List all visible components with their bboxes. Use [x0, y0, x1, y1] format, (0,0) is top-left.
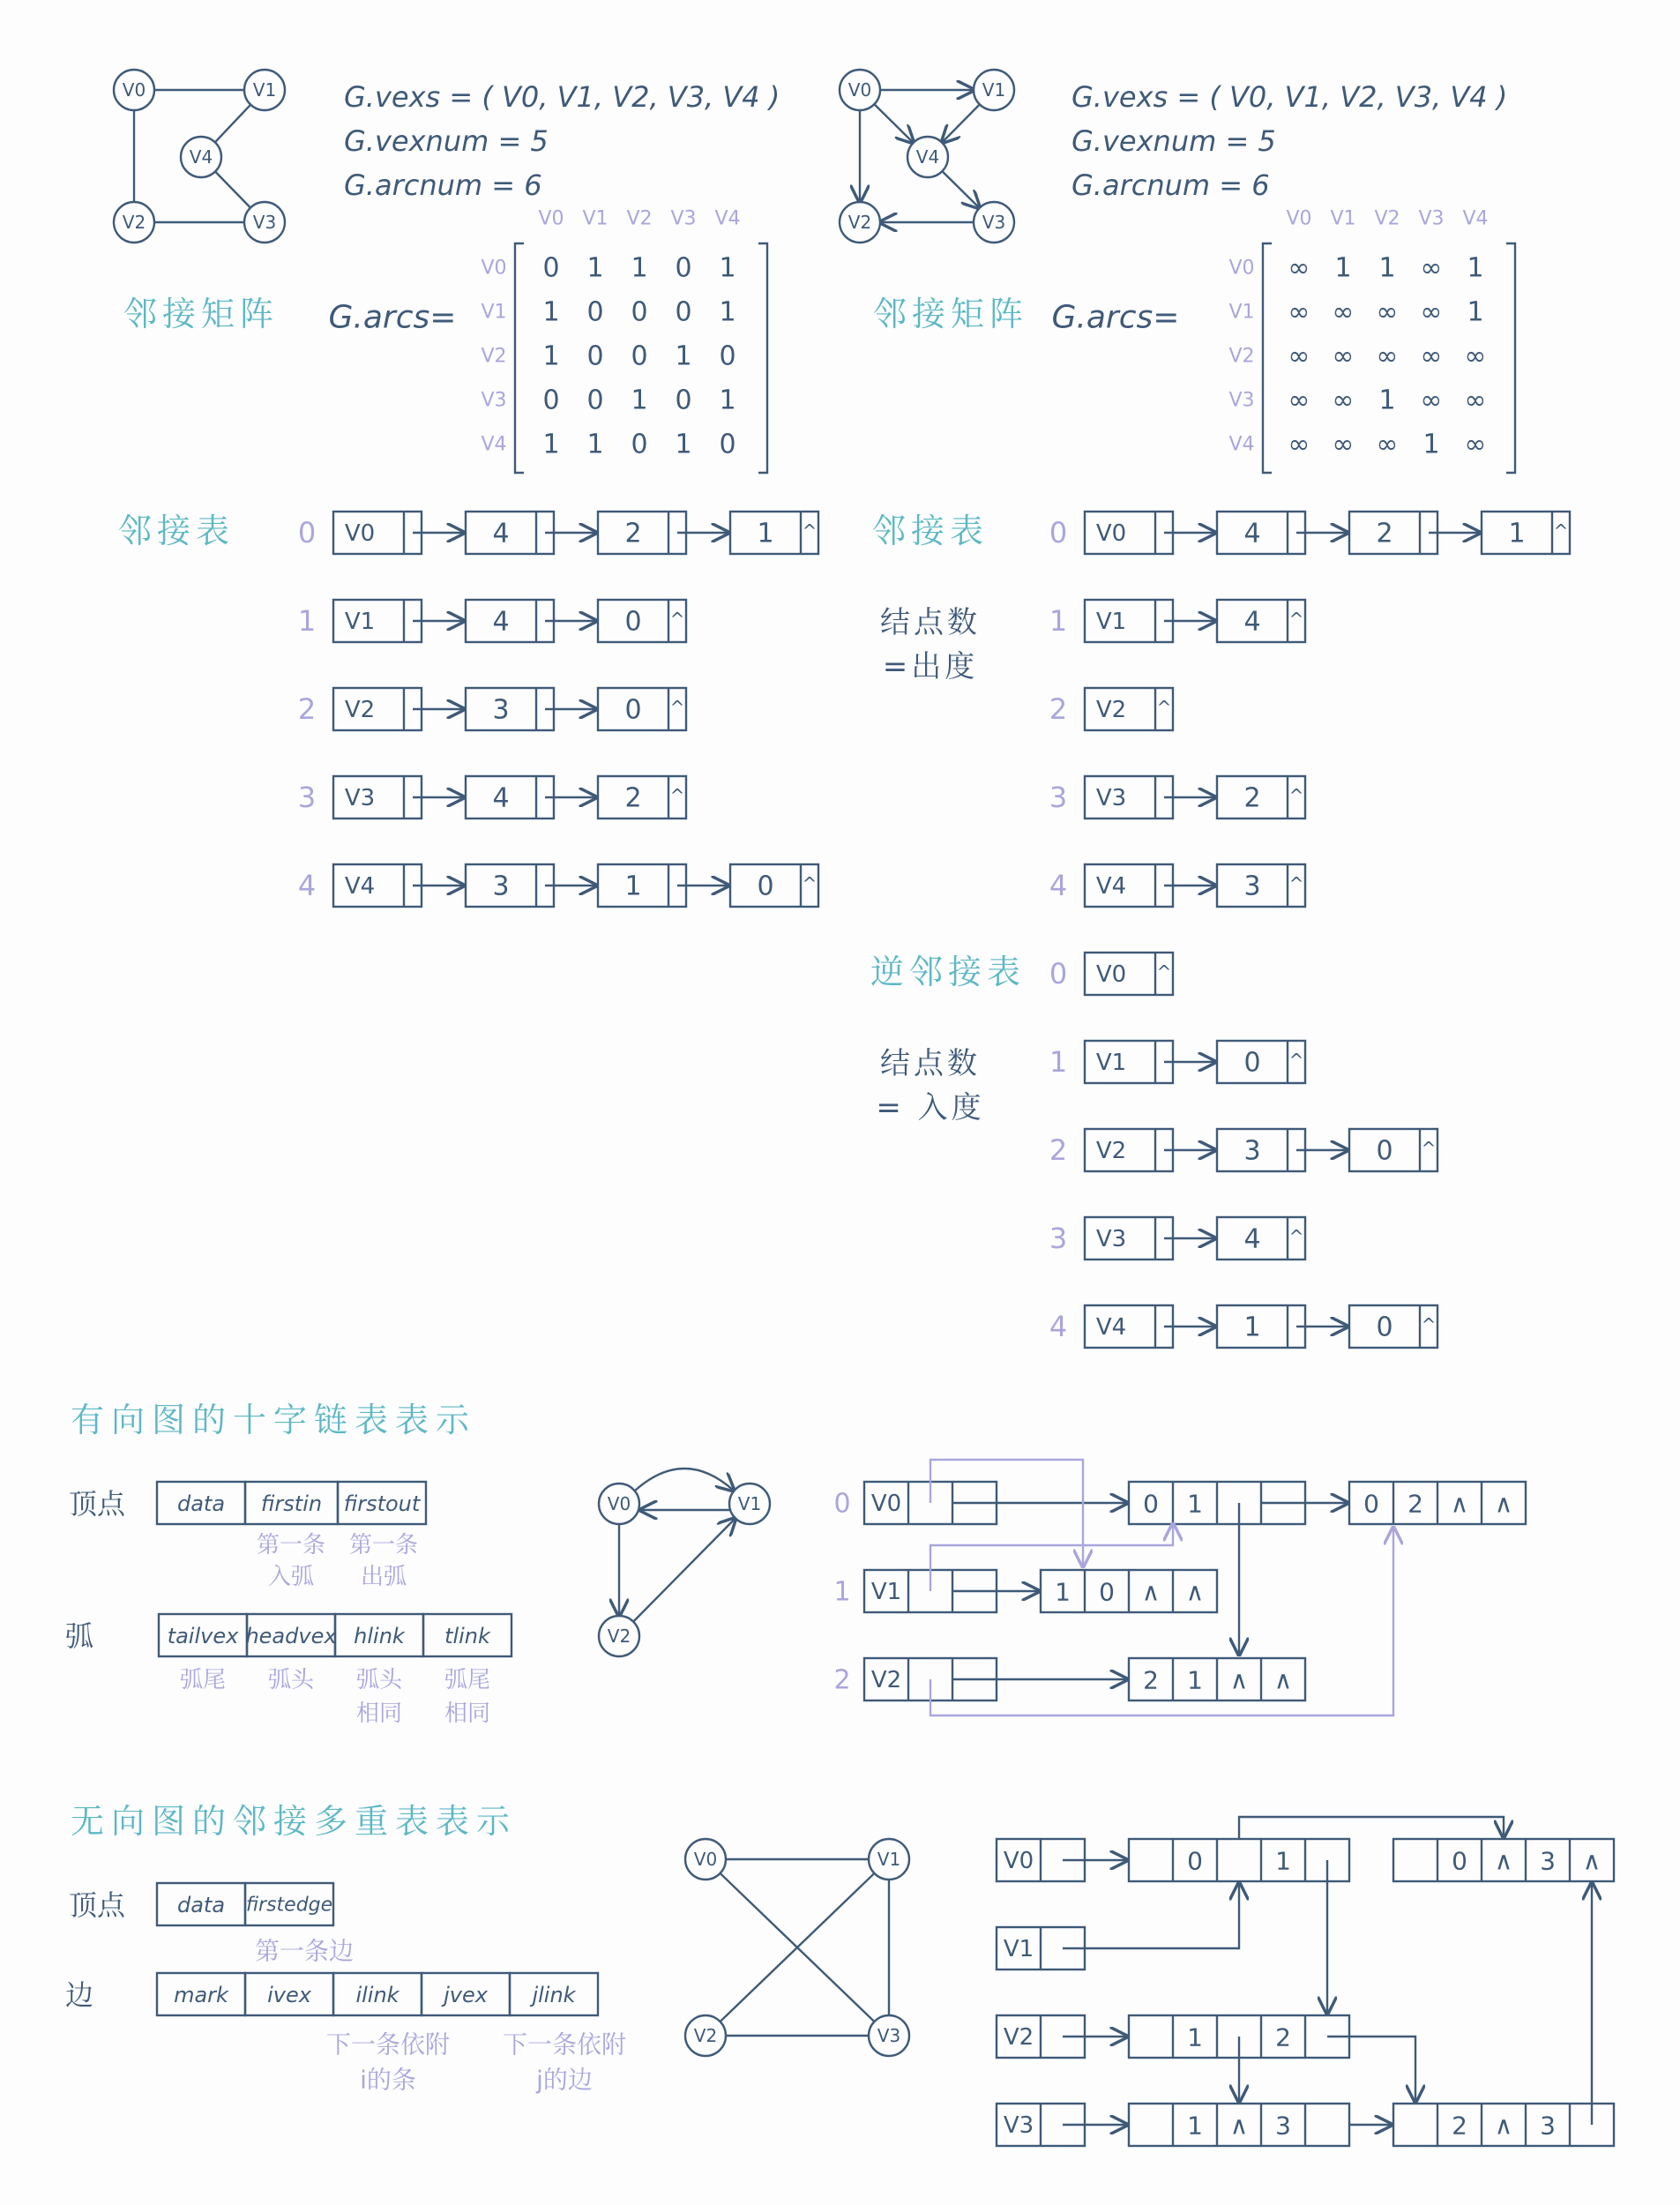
- row-index: 1: [1049, 1045, 1068, 1079]
- matrix-col-header: V4: [1462, 207, 1489, 230]
- field-note: 出弧: [360, 1564, 407, 1590]
- section-title: 逆邻接表: [870, 953, 1027, 991]
- matrix-cell: 0: [675, 296, 692, 328]
- field-note: 第一条: [256, 1532, 326, 1558]
- graph-info: G.vexs = ( V0, V1, V2, V3, V4 ): [1071, 80, 1508, 114]
- edge-node-value: 2: [1452, 2111, 1467, 2141]
- matrix-cell: ∞: [1332, 340, 1355, 372]
- field-name: jlink: [532, 1983, 576, 2007]
- matrix-col-header: V3: [670, 207, 697, 230]
- edge-node-value: 0: [1187, 1846, 1203, 1876]
- matrix-cell: 0: [631, 296, 648, 328]
- vertex-node-label: V0: [870, 1491, 902, 1517]
- adjacency-value: 1: [757, 518, 774, 549]
- arc-node-value: 0: [1143, 1489, 1159, 1519]
- section-title: 邻接矩阵: [872, 295, 1029, 333]
- adjacency-value: 0: [624, 606, 642, 638]
- field-name: mark: [174, 1983, 228, 2007]
- graph-arc: [635, 1469, 734, 1491]
- vertex-label: V3: [877, 2025, 901, 2046]
- edge-node-value: 1: [1187, 2111, 1203, 2141]
- vertex-label: V2: [693, 2025, 718, 2046]
- matrix-cell: 1: [631, 385, 648, 416]
- matrix-row-header: V2: [1228, 345, 1255, 368]
- edge-node-value: ∧: [1229, 2111, 1249, 2141]
- arc-node-value: 1: [1055, 1577, 1071, 1607]
- matrix-col-header: V4: [714, 207, 741, 230]
- edge-node-value: 3: [1275, 2111, 1291, 2141]
- matrix-cell: 1: [1467, 296, 1484, 328]
- graph-arc: [942, 171, 979, 208]
- section-title: 有向图的十字链表表示: [71, 1401, 477, 1439]
- adjacency-value: 4: [1243, 518, 1261, 549]
- matrix-cell: 1: [1378, 252, 1396, 284]
- matrix-cell: 1: [719, 385, 736, 416]
- vertex-node-label: V0: [344, 520, 376, 547]
- graph-info: G.arcnum = 6: [344, 168, 542, 202]
- matrix-cell: 1: [719, 296, 736, 328]
- arc-node-value: ∧: [1494, 1489, 1513, 1519]
- row-index: 0: [833, 1488, 851, 1520]
- note: 结点数: [880, 1046, 981, 1081]
- field-name: headvex: [245, 1624, 337, 1648]
- field-note: 弧尾: [444, 1667, 491, 1693]
- vertex-node-label: V4: [1095, 873, 1127, 900]
- graph-info: G.arcnum = 6: [1071, 168, 1270, 202]
- ilink-pointer: [1239, 1817, 1504, 1839]
- matrix-bracket-right: [758, 243, 767, 473]
- field-name: data: [176, 1893, 226, 1917]
- adjacency-value: 1: [1508, 518, 1526, 549]
- matrix-row-header: V1: [481, 301, 507, 324]
- vertex-label: V1: [982, 79, 1006, 101]
- vertex-node-label: V3: [1095, 785, 1127, 811]
- matrix-row-header: V0: [481, 257, 507, 280]
- adjacency-value: 0: [1376, 1312, 1393, 1343]
- vertex-node-label: V0: [1003, 1848, 1034, 1874]
- adjacency-node: [466, 688, 554, 730]
- note: =出度: [882, 649, 979, 684]
- section-title: 邻接表: [871, 512, 989, 550]
- matrix-cell: ∞: [1464, 340, 1487, 372]
- null-pointer: ^: [1553, 520, 1569, 542]
- matrix-cell: 1: [1422, 429, 1440, 460]
- adjacency-value: 4: [1243, 1223, 1261, 1255]
- matrix-cell: 1: [1467, 252, 1484, 284]
- matrix-cell: 1: [719, 252, 736, 284]
- matrix-cell: 0: [586, 296, 604, 328]
- field-name: ilink: [355, 1983, 399, 2007]
- adjacency-value: 4: [492, 518, 510, 549]
- matrix-bracket-left: [515, 243, 524, 473]
- matrix-bracket-left: [1263, 243, 1272, 473]
- adjacency-value: 2: [624, 518, 642, 549]
- graph-arc: [874, 104, 913, 143]
- field-name: firstedge: [245, 1894, 333, 1917]
- field-note: 入弧: [267, 1564, 315, 1590]
- edge-node-value: 3: [1540, 1846, 1556, 1876]
- edge-node-value: 2: [1275, 2022, 1291, 2052]
- adjacency-value: 3: [1243, 1135, 1261, 1167]
- matrix-row-header: V2: [481, 345, 507, 368]
- adjacency-value: 1: [624, 871, 642, 902]
- adjacency-value: 4: [492, 782, 510, 814]
- vertex-node-label: V0: [1095, 961, 1127, 988]
- graph-info: G.vexnum = 5: [344, 124, 549, 158]
- matrix-cell: 0: [542, 385, 560, 416]
- field-name: data: [176, 1491, 226, 1516]
- edge-node-value: 1: [1187, 2022, 1203, 2052]
- matrix-cell: ∞: [1464, 429, 1487, 460]
- matrix-cell: ∞: [1288, 385, 1310, 416]
- field-note: i的条: [360, 2065, 416, 2095]
- arc-node-value: 0: [1363, 1489, 1379, 1519]
- null-pointer: ^: [1288, 785, 1304, 806]
- vertex-label: V1: [877, 1849, 901, 1870]
- matrix-cell: ∞: [1376, 340, 1399, 372]
- field-name: tailvex: [167, 1624, 239, 1648]
- null-pointer: ^: [1421, 1314, 1437, 1335]
- adjacency-node: [1349, 512, 1437, 554]
- matrix-cell: ∞: [1288, 296, 1310, 328]
- matrix-cell: 1: [675, 429, 692, 460]
- field-note: 下一条依附: [502, 2029, 627, 2059]
- matrix-cell: 0: [719, 429, 736, 460]
- arc-node-value: 0: [1099, 1577, 1115, 1607]
- vertex-label: V1: [252, 79, 277, 101]
- vertex-label: V0: [607, 1493, 631, 1514]
- matrix-row-header: V0: [1228, 257, 1255, 280]
- vertex-label: V2: [122, 212, 146, 233]
- field-note: 相同: [444, 1700, 491, 1727]
- matrix-cell: ∞: [1376, 429, 1399, 460]
- arcs-label: G.arcs=: [328, 299, 457, 336]
- vertex-node-label: V2: [1095, 697, 1127, 723]
- firstin-pointer: [930, 1524, 1173, 1591]
- field-note: 相同: [355, 1700, 403, 1727]
- matrix-row-header: V3: [481, 389, 507, 412]
- matrix-cell: 0: [675, 385, 692, 416]
- field-note: 弧头: [355, 1667, 403, 1693]
- null-pointer: ^: [1288, 1050, 1304, 1071]
- note: 结点数: [880, 605, 981, 640]
- row-index: 1: [1049, 604, 1068, 638]
- arc-node-value: ∧: [1229, 1665, 1249, 1695]
- vertex-label: V1: [737, 1493, 762, 1514]
- matrix-bracket-right: [1506, 243, 1515, 473]
- vertex-node-label: V3: [1003, 2112, 1034, 2139]
- row-index: 1: [297, 604, 317, 638]
- field-name: ivex: [267, 1983, 311, 2007]
- matrix-cell: ∞: [1420, 296, 1443, 328]
- vertex-label: V2: [607, 1626, 631, 1647]
- edge-node-value: 1: [1275, 1846, 1291, 1876]
- field-note: j的边: [536, 2065, 593, 2095]
- matrix-cell: ∞: [1420, 340, 1443, 372]
- null-pointer: ^: [802, 520, 818, 542]
- matrix-cell: ∞: [1376, 296, 1399, 328]
- field-name: tlink: [444, 1624, 490, 1648]
- vertex-label: V2: [847, 212, 872, 233]
- adjacency-value: 4: [492, 606, 510, 638]
- adjacency-value: 2: [1243, 782, 1261, 814]
- edge-node-value: ∧: [1494, 1846, 1513, 1876]
- row-index: 4: [1049, 869, 1068, 902]
- adjacency-value: 2: [1376, 518, 1393, 549]
- vertex-label: V4: [915, 146, 940, 168]
- row-index: 2: [833, 1664, 851, 1696]
- vertex-node-label: V0: [1095, 520, 1127, 547]
- vertex-label: V3: [982, 212, 1006, 233]
- field-note: 弧头: [267, 1667, 315, 1693]
- adjacency-node: [598, 864, 686, 907]
- vertex-node-label: V2: [1095, 1138, 1127, 1164]
- matrix-cell: 1: [631, 252, 648, 284]
- arc-node-value: 1: [1187, 1489, 1203, 1519]
- adjacency-node: [598, 512, 686, 554]
- edge-node: [1129, 1839, 1349, 1881]
- row-index: 0: [1049, 957, 1068, 990]
- section-title: 邻接矩阵: [123, 295, 280, 333]
- matrix-cell: ∞: [1332, 429, 1355, 460]
- matrix-cell: 0: [675, 252, 692, 284]
- matrix-col-header: V0: [538, 207, 564, 230]
- edge-node-value: ∧: [1494, 2111, 1513, 2141]
- field-name: firstin: [260, 1491, 323, 1516]
- field-name: firstout: [343, 1491, 421, 1516]
- graph-edge: [215, 171, 250, 207]
- adjacency-value: 0: [1243, 1047, 1261, 1079]
- section-title: 无向图的邻接多重表表示: [71, 1802, 518, 1841]
- field-note: 下一条依附: [325, 2029, 451, 2059]
- row-index: 1: [833, 1576, 851, 1608]
- edge-node-value: 3: [1540, 2111, 1556, 2141]
- matrix-col-header: V2: [626, 207, 653, 230]
- matrix-row-header: V4: [481, 433, 507, 456]
- adjacency-value: 0: [757, 871, 774, 902]
- adjacency-value: 1: [1243, 1312, 1261, 1343]
- adjacency-value: 4: [1243, 606, 1261, 638]
- edge-node-value: ∧: [1582, 1846, 1602, 1876]
- vertex-node-label: V1: [1095, 1050, 1127, 1076]
- vertex-label: V0: [847, 79, 872, 101]
- matrix-cell: ∞: [1332, 385, 1355, 416]
- adjacency-value: 3: [492, 694, 510, 726]
- vertex-node-label: V1: [1003, 1936, 1034, 1962]
- adjacency-node: [1217, 1129, 1305, 1171]
- matrix-cell: 1: [542, 296, 560, 328]
- matrix-cell: 0: [586, 340, 604, 372]
- arc-node-value: ∧: [1185, 1577, 1205, 1607]
- arc-node-value: 1: [1187, 1665, 1203, 1695]
- null-pointer: ^: [669, 785, 685, 806]
- adjacency-value: 3: [492, 871, 510, 902]
- matrix-col-header: V2: [1374, 207, 1400, 230]
- vertex-label: V3: [252, 212, 277, 233]
- adjacency-value: 0: [624, 694, 642, 726]
- matrix-col-header: V0: [1286, 207, 1312, 230]
- matrix-cell: 1: [542, 340, 560, 372]
- vertex-node-label: V3: [1095, 1226, 1127, 1252]
- graph-edge: [215, 105, 250, 143]
- arcs-label: G.arcs=: [1051, 299, 1180, 336]
- row-index: 3: [1049, 1222, 1068, 1255]
- row-label: 顶点: [68, 1888, 126, 1922]
- field-name: jvex: [444, 1983, 488, 2007]
- firstedge-pointer: [1063, 1883, 1239, 1948]
- matrix-col-header: V1: [582, 207, 609, 230]
- row-index: 2: [1049, 692, 1068, 726]
- graph-info: G.vexs = ( V0, V1, V2, V3, V4 ): [344, 80, 780, 114]
- null-pointer: ^: [1421, 1138, 1437, 1159]
- jlink-pointer: [1327, 2037, 1415, 2102]
- matrix-row-header: V4: [1228, 433, 1255, 456]
- vertex-node-label: V2: [1003, 2024, 1034, 2051]
- field-note: 第一条: [348, 1532, 419, 1558]
- field-name: hlink: [354, 1624, 405, 1648]
- field-note: 弧尾: [179, 1667, 227, 1693]
- matrix-cell: 1: [1334, 252, 1352, 284]
- vertex-label: V0: [122, 79, 146, 101]
- matrix-col-header: V3: [1418, 207, 1445, 230]
- adjacency-node: [466, 512, 554, 554]
- section-title: 邻接表: [117, 512, 235, 550]
- matrix-cell: ∞: [1420, 385, 1443, 416]
- arc-node-value: ∧: [1450, 1489, 1469, 1519]
- matrix-cell: 0: [586, 385, 604, 416]
- vertex-label: V4: [189, 146, 213, 168]
- matrix-cell: ∞: [1288, 252, 1310, 284]
- field-note: 第一条边: [254, 1936, 355, 1966]
- null-pointer: ^: [1156, 961, 1172, 983]
- adjacency-node: [1217, 512, 1305, 554]
- adjacency-node: [1217, 1305, 1305, 1348]
- matrix-cell: 1: [675, 340, 692, 372]
- row-index: 0: [297, 516, 317, 549]
- arc-node-value: ∧: [1141, 1577, 1161, 1607]
- row-index: 0: [1049, 516, 1068, 549]
- matrix-cell: 1: [1378, 385, 1396, 416]
- row-index: 3: [1049, 781, 1068, 814]
- vertex-node-label: V2: [344, 697, 376, 723]
- arc-node-value: 2: [1407, 1489, 1423, 1519]
- null-pointer: ^: [1288, 873, 1304, 894]
- null-pointer: ^: [1288, 609, 1304, 630]
- vertex-node-label: V1: [870, 1579, 902, 1605]
- matrix-cell: 0: [542, 252, 560, 284]
- null-pointer: ^: [802, 873, 818, 894]
- null-pointer: ^: [669, 609, 685, 630]
- adjacency-node: [466, 864, 554, 907]
- arc-node-value: ∧: [1273, 1665, 1293, 1695]
- matrix-cell: ∞: [1288, 340, 1310, 372]
- row-label: 边: [64, 1978, 94, 2012]
- arc-node-value: 2: [1143, 1665, 1159, 1695]
- graph-arc: [633, 1518, 735, 1621]
- graph-arc: [942, 104, 980, 142]
- edge-node-value: 0: [1452, 1846, 1467, 1876]
- matrix-cell: ∞: [1420, 252, 1443, 284]
- graph-info: G.vexnum = 5: [1071, 124, 1276, 158]
- vertex-node-label: V4: [344, 873, 376, 900]
- row-index: 3: [297, 781, 317, 814]
- vertex-node-label: V4: [1095, 1314, 1127, 1341]
- matrix-cell: ∞: [1288, 429, 1310, 460]
- matrix-row-header: V1: [1228, 301, 1255, 324]
- row-index: 4: [1049, 1310, 1068, 1343]
- vertex-node-label: V1: [344, 609, 376, 635]
- matrix-cell: 1: [586, 429, 604, 460]
- row-label: 弧: [64, 1619, 94, 1653]
- row-index: 2: [297, 692, 317, 726]
- matrix-cell: ∞: [1332, 296, 1355, 328]
- note: = 入度: [876, 1090, 985, 1125]
- matrix-cell: 0: [719, 340, 736, 372]
- matrix-cell: 0: [631, 340, 648, 372]
- vertex-node-label: V2: [870, 1667, 902, 1693]
- null-pointer: ^: [1288, 1226, 1304, 1247]
- null-pointer: ^: [669, 697, 685, 718]
- row-label: 顶点: [68, 1487, 126, 1521]
- matrix-cell: 1: [586, 252, 604, 284]
- firstin-pointer: [930, 1528, 1393, 1715]
- adjacency-node: [466, 776, 554, 818]
- vertex-node-label: V1: [1095, 609, 1127, 635]
- vertex-node-label: V3: [344, 785, 376, 811]
- matrix-col-header: V1: [1330, 207, 1356, 230]
- matrix-cell: 0: [631, 429, 648, 460]
- adjacency-value: 2: [624, 782, 642, 814]
- vertex-label: V0: [693, 1849, 718, 1870]
- adjacency-node: [466, 600, 554, 642]
- matrix-row-header: V3: [1228, 389, 1255, 412]
- null-pointer: ^: [1156, 697, 1172, 718]
- matrix-cell: 1: [542, 429, 560, 460]
- adjacency-value: 3: [1243, 871, 1261, 902]
- adjacency-value: 0: [1376, 1135, 1393, 1167]
- row-index: 4: [297, 869, 317, 902]
- row-index: 2: [1049, 1133, 1068, 1167]
- matrix-cell: ∞: [1464, 385, 1487, 416]
